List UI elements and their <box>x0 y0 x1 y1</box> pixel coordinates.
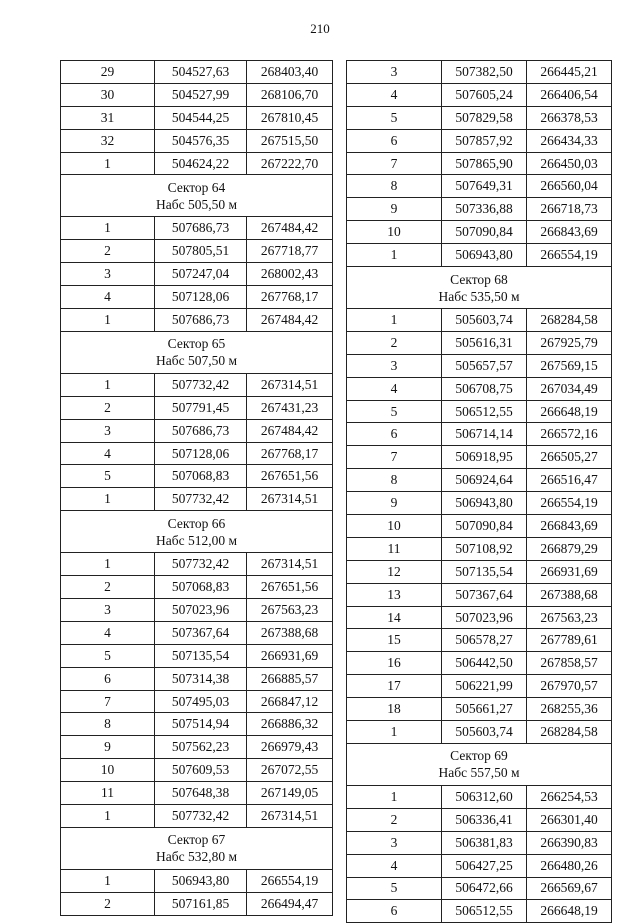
x-coordinate-cell: 504527,99 <box>155 83 247 106</box>
y-coordinate-cell: 267718,77 <box>247 240 333 263</box>
sector-elevation: Набс 535,50 м <box>438 288 520 304</box>
table-row <box>61 488 333 511</box>
table-row <box>347 377 612 400</box>
point-number-cell: 5 <box>347 106 442 129</box>
x-coordinate-cell: 506918,95 <box>442 446 527 469</box>
point-number-cell: 16 <box>347 652 442 675</box>
x-coordinate-cell: 507732,42 <box>155 373 247 396</box>
table-row <box>61 373 333 396</box>
x-coordinate-cell: 505661,27 <box>442 698 527 721</box>
point-number-cell: 31 <box>61 106 155 129</box>
point-number-cell: 3 <box>61 263 155 286</box>
x-coordinate-cell: 505603,74 <box>442 721 527 744</box>
y-coordinate-cell: 267768,17 <box>247 442 333 465</box>
table-row <box>347 106 612 129</box>
x-coordinate-cell: 507382,50 <box>442 61 527 84</box>
point-number-cell: 3 <box>61 599 155 622</box>
table-row <box>347 423 612 446</box>
x-coordinate-cell: 507686,73 <box>155 309 247 332</box>
y-coordinate-cell: 267431,23 <box>247 396 333 419</box>
point-number-cell: 7 <box>347 152 442 175</box>
sector-header-row <box>61 331 333 373</box>
point-number-cell: 1 <box>61 869 155 892</box>
x-coordinate-cell: 506578,27 <box>442 629 527 652</box>
table-row <box>61 286 333 309</box>
table-row <box>347 469 612 492</box>
x-coordinate-cell: 507023,96 <box>155 599 247 622</box>
point-number-cell: 7 <box>61 690 155 713</box>
y-coordinate-cell: 266847,12 <box>247 690 333 713</box>
point-number-cell: 2 <box>61 396 155 419</box>
x-coordinate-cell: 507135,54 <box>442 560 527 583</box>
table-row <box>61 869 333 892</box>
point-number-cell: 10 <box>61 759 155 782</box>
x-coordinate-cell: 507865,90 <box>442 152 527 175</box>
y-coordinate-cell: 266554,19 <box>527 244 612 267</box>
y-coordinate-cell: 267858,57 <box>527 652 612 675</box>
x-coordinate-cell: 507829,58 <box>442 106 527 129</box>
point-number-cell: 3 <box>347 831 442 854</box>
table-row <box>347 129 612 152</box>
y-coordinate-cell: 266931,69 <box>247 644 333 667</box>
table-row <box>61 644 333 667</box>
sector-elevation: Набс 505,50 м <box>155 196 238 212</box>
table-row <box>347 331 612 354</box>
x-coordinate-cell: 506442,50 <box>442 652 527 675</box>
point-number-cell: 14 <box>347 606 442 629</box>
y-coordinate-cell: 267484,42 <box>247 419 333 442</box>
y-coordinate-cell: 266554,19 <box>527 492 612 515</box>
table-row <box>61 759 333 782</box>
y-coordinate-cell: 266572,16 <box>527 423 612 446</box>
x-coordinate-cell: 507609,53 <box>155 759 247 782</box>
x-coordinate-cell: 506312,60 <box>442 785 527 808</box>
table-row <box>61 419 333 442</box>
y-coordinate-cell: 266505,27 <box>527 446 612 469</box>
point-number-cell: 6 <box>347 900 442 923</box>
sector-header <box>61 175 333 217</box>
point-number-cell: 17 <box>347 675 442 698</box>
y-coordinate-cell: 266390,83 <box>527 831 612 854</box>
y-coordinate-cell: 266406,54 <box>527 83 612 106</box>
table-row <box>61 240 333 263</box>
x-coordinate-cell: 504544,25 <box>155 106 247 129</box>
point-number-cell: 4 <box>347 83 442 106</box>
y-coordinate-cell: 267651,56 <box>247 576 333 599</box>
point-number-cell: 10 <box>347 221 442 244</box>
y-coordinate-cell: 267034,49 <box>527 377 612 400</box>
x-coordinate-cell: 507336,88 <box>442 198 527 221</box>
sector-header-row <box>347 267 612 309</box>
x-coordinate-cell: 507732,42 <box>155 805 247 828</box>
table-row <box>347 354 612 377</box>
y-coordinate-cell: 267651,56 <box>247 465 333 488</box>
y-coordinate-cell: 266560,04 <box>527 175 612 198</box>
table-row <box>61 217 333 240</box>
table-row <box>61 713 333 736</box>
sector-elevation: Набс 512,00 м <box>155 532 238 548</box>
point-number-cell: 1 <box>61 553 155 576</box>
coordinates-table-right-body <box>347 61 612 923</box>
table-row <box>347 492 612 515</box>
point-number-cell: 7 <box>347 446 442 469</box>
x-coordinate-cell: 506336,41 <box>442 808 527 831</box>
point-number-cell: 6 <box>347 129 442 152</box>
sector-title: Сектор 64 <box>167 179 226 195</box>
y-coordinate-cell: 268284,58 <box>527 721 612 744</box>
point-number-cell: 1 <box>61 488 155 511</box>
table-row <box>347 698 612 721</box>
point-number-cell: 2 <box>61 892 155 915</box>
point-number-cell: 1 <box>61 309 155 332</box>
y-coordinate-cell: 266378,53 <box>527 106 612 129</box>
point-number-cell: 5 <box>347 400 442 423</box>
sector-title: Сектор 67 <box>167 832 226 848</box>
x-coordinate-cell: 507732,42 <box>155 553 247 576</box>
point-number-cell: 3 <box>347 61 442 84</box>
table-row <box>61 263 333 286</box>
page-number: 210 <box>310 21 330 36</box>
y-coordinate-cell: 266885,57 <box>247 667 333 690</box>
x-coordinate-cell: 507686,73 <box>155 217 247 240</box>
point-number-cell: 3 <box>347 354 442 377</box>
table-row <box>347 244 612 267</box>
table-row <box>347 400 612 423</box>
y-coordinate-cell: 267314,51 <box>247 805 333 828</box>
x-coordinate-cell: 507161,85 <box>155 892 247 915</box>
sector-elevation: Набс 557,50 м <box>438 765 520 781</box>
table-row <box>61 129 333 152</box>
y-coordinate-cell: 266516,47 <box>527 469 612 492</box>
table-row <box>347 808 612 831</box>
sector-title: Сектор 69 <box>450 748 508 764</box>
point-number-cell: 6 <box>61 667 155 690</box>
table-row <box>347 152 612 175</box>
sector-header <box>347 267 612 309</box>
y-coordinate-cell: 266843,69 <box>527 515 612 538</box>
y-coordinate-cell: 266494,47 <box>247 892 333 915</box>
y-coordinate-cell: 266648,19 <box>527 900 612 923</box>
x-coordinate-cell: 507514,94 <box>155 713 247 736</box>
table-row <box>347 900 612 923</box>
x-coordinate-cell: 507090,84 <box>442 221 527 244</box>
sector-header-row <box>347 743 612 785</box>
point-number-cell: 9 <box>347 198 442 221</box>
x-coordinate-cell: 507686,73 <box>155 419 247 442</box>
y-coordinate-cell: 267149,05 <box>247 782 333 805</box>
table-row <box>61 152 333 175</box>
table-row <box>347 309 612 332</box>
sector-header <box>61 511 333 553</box>
coordinates-table-right <box>346 60 612 923</box>
sector-elevation: Набс 507,50 м <box>155 353 238 369</box>
table-row <box>347 721 612 744</box>
x-coordinate-cell: 506512,55 <box>442 400 527 423</box>
y-coordinate-cell: 268106,70 <box>247 83 333 106</box>
point-number-cell: 3 <box>61 419 155 442</box>
table-row <box>347 629 612 652</box>
y-coordinate-cell: 266886,32 <box>247 713 333 736</box>
y-coordinate-cell: 267314,51 <box>247 373 333 396</box>
table-row <box>347 675 612 698</box>
sector-elevation: Набс 532,80 м <box>155 849 238 865</box>
x-coordinate-cell: 507805,51 <box>155 240 247 263</box>
point-number-cell: 30 <box>61 83 155 106</box>
x-coordinate-cell: 504576,35 <box>155 129 247 152</box>
point-number-cell: 1 <box>347 785 442 808</box>
point-number-cell: 8 <box>347 175 442 198</box>
y-coordinate-cell: 266554,19 <box>247 869 333 892</box>
table-row <box>61 309 333 332</box>
y-coordinate-cell: 267388,68 <box>527 583 612 606</box>
table-row <box>347 785 612 808</box>
x-coordinate-cell: 507562,23 <box>155 736 247 759</box>
point-number-cell: 5 <box>61 644 155 667</box>
table-row <box>347 83 612 106</box>
y-coordinate-cell: 268284,58 <box>527 309 612 332</box>
y-coordinate-cell: 267515,50 <box>247 129 333 152</box>
x-coordinate-cell: 506714,14 <box>442 423 527 446</box>
x-coordinate-cell: 506472,66 <box>442 877 527 900</box>
x-coordinate-cell: 507314,38 <box>155 667 247 690</box>
x-coordinate-cell: 507649,31 <box>442 175 527 198</box>
table-row <box>61 553 333 576</box>
y-coordinate-cell: 267222,70 <box>247 152 333 175</box>
table-row <box>347 446 612 469</box>
point-number-cell: 1 <box>61 373 155 396</box>
point-number-cell: 10 <box>347 515 442 538</box>
coordinates-table-left-body <box>61 61 333 916</box>
point-number-cell: 18 <box>347 698 442 721</box>
x-coordinate-cell: 504527,63 <box>155 61 247 84</box>
x-coordinate-cell: 507495,03 <box>155 690 247 713</box>
x-coordinate-cell: 507247,04 <box>155 263 247 286</box>
y-coordinate-cell: 266569,67 <box>527 877 612 900</box>
y-coordinate-cell: 266648,19 <box>527 400 612 423</box>
y-coordinate-cell: 267563,23 <box>247 599 333 622</box>
x-coordinate-cell: 507090,84 <box>442 515 527 538</box>
table-row <box>61 61 333 84</box>
y-coordinate-cell: 267789,61 <box>527 629 612 652</box>
x-coordinate-cell: 507605,24 <box>442 83 527 106</box>
y-coordinate-cell: 266434,33 <box>527 129 612 152</box>
point-number-cell: 5 <box>61 465 155 488</box>
y-coordinate-cell: 267925,79 <box>527 331 612 354</box>
x-coordinate-cell: 507108,92 <box>442 537 527 560</box>
point-number-cell: 29 <box>61 61 155 84</box>
sector-header <box>61 331 333 373</box>
y-coordinate-cell: 266445,21 <box>527 61 612 84</box>
y-coordinate-cell: 268255,36 <box>527 698 612 721</box>
point-number-cell: 9 <box>347 492 442 515</box>
sector-title: Сектор 68 <box>450 271 508 287</box>
table-row <box>61 892 333 915</box>
table-row <box>61 83 333 106</box>
x-coordinate-cell: 507135,54 <box>155 644 247 667</box>
table-row <box>347 854 612 877</box>
point-number-cell: 2 <box>61 576 155 599</box>
table-row <box>347 831 612 854</box>
y-coordinate-cell: 266254,53 <box>527 785 612 808</box>
y-coordinate-cell: 267563,23 <box>527 606 612 629</box>
point-number-cell: 8 <box>61 713 155 736</box>
table-row <box>347 175 612 198</box>
table-row <box>61 667 333 690</box>
table-row <box>61 465 333 488</box>
point-number-cell: 1 <box>61 217 155 240</box>
x-coordinate-cell: 507367,64 <box>155 621 247 644</box>
x-coordinate-cell: 507128,06 <box>155 286 247 309</box>
point-number-cell: 1 <box>61 152 155 175</box>
table-row <box>347 537 612 560</box>
point-number-cell: 4 <box>347 854 442 877</box>
x-coordinate-cell: 504624,22 <box>155 152 247 175</box>
x-coordinate-cell: 506381,83 <box>442 831 527 854</box>
y-coordinate-cell: 267314,51 <box>247 553 333 576</box>
point-number-cell: 1 <box>61 805 155 828</box>
sector-header <box>347 743 612 785</box>
y-coordinate-cell: 266480,26 <box>527 854 612 877</box>
y-coordinate-cell: 266931,69 <box>527 560 612 583</box>
x-coordinate-cell: 507857,92 <box>442 129 527 152</box>
table-row <box>61 599 333 622</box>
point-number-cell: 11 <box>347 537 442 560</box>
point-number-cell: 11 <box>61 782 155 805</box>
y-coordinate-cell: 267768,17 <box>247 286 333 309</box>
x-coordinate-cell: 506943,80 <box>155 869 247 892</box>
x-coordinate-cell: 506221,99 <box>442 675 527 698</box>
sector-header <box>61 827 333 869</box>
y-coordinate-cell: 267388,68 <box>247 621 333 644</box>
point-number-cell: 1 <box>347 309 442 332</box>
sector-header-row <box>61 175 333 217</box>
table-row <box>347 221 612 244</box>
table-row <box>347 515 612 538</box>
x-coordinate-cell: 506512,55 <box>442 900 527 923</box>
point-number-cell: 1 <box>347 721 442 744</box>
x-coordinate-cell: 505603,74 <box>442 309 527 332</box>
y-coordinate-cell: 268002,43 <box>247 263 333 286</box>
table-row <box>347 583 612 606</box>
point-number-cell: 5 <box>347 877 442 900</box>
table-row <box>347 61 612 84</box>
table-row <box>61 736 333 759</box>
x-coordinate-cell: 507023,96 <box>442 606 527 629</box>
point-number-cell: 4 <box>61 621 155 644</box>
point-number-cell: 4 <box>347 377 442 400</box>
table-row <box>347 198 612 221</box>
x-coordinate-cell: 507367,64 <box>442 583 527 606</box>
y-coordinate-cell: 266301,40 <box>527 808 612 831</box>
point-number-cell: 4 <box>61 286 155 309</box>
y-coordinate-cell: 267484,42 <box>247 217 333 240</box>
y-coordinate-cell: 266843,69 <box>527 221 612 244</box>
y-coordinate-cell: 266718,73 <box>527 198 612 221</box>
y-coordinate-cell: 267484,42 <box>247 309 333 332</box>
table-row <box>61 396 333 419</box>
table-row <box>61 576 333 599</box>
sector-header-row <box>61 827 333 869</box>
sector-title: Сектор 66 <box>167 515 226 531</box>
x-coordinate-cell: 507732,42 <box>155 488 247 511</box>
y-coordinate-cell: 266450,03 <box>527 152 612 175</box>
x-coordinate-cell: 506427,25 <box>442 854 527 877</box>
table-row <box>61 805 333 828</box>
point-number-cell: 2 <box>61 240 155 263</box>
table-row <box>61 442 333 465</box>
table-row <box>347 606 612 629</box>
y-coordinate-cell: 266879,29 <box>527 537 612 560</box>
point-number-cell: 12 <box>347 560 442 583</box>
point-number-cell: 1 <box>347 244 442 267</box>
table-row <box>61 690 333 713</box>
x-coordinate-cell: 507648,38 <box>155 782 247 805</box>
x-coordinate-cell: 506943,80 <box>442 492 527 515</box>
x-coordinate-cell: 507068,83 <box>155 465 247 488</box>
x-coordinate-cell: 505657,57 <box>442 354 527 377</box>
table-row <box>61 106 333 129</box>
y-coordinate-cell: 266979,43 <box>247 736 333 759</box>
y-coordinate-cell: 268403,40 <box>247 61 333 84</box>
table-row <box>61 621 333 644</box>
point-number-cell: 13 <box>347 583 442 606</box>
x-coordinate-cell: 506924,64 <box>442 469 527 492</box>
point-number-cell: 2 <box>347 808 442 831</box>
x-coordinate-cell: 507128,06 <box>155 442 247 465</box>
point-number-cell: 15 <box>347 629 442 652</box>
point-number-cell: 4 <box>61 442 155 465</box>
x-coordinate-cell: 507068,83 <box>155 576 247 599</box>
y-coordinate-cell: 267810,45 <box>247 106 333 129</box>
x-coordinate-cell: 506943,80 <box>442 244 527 267</box>
x-coordinate-cell: 506708,75 <box>442 377 527 400</box>
point-number-cell: 32 <box>61 129 155 152</box>
table-row <box>61 782 333 805</box>
point-number-cell: 6 <box>347 423 442 446</box>
sector-header-row <box>61 511 333 553</box>
point-number-cell: 2 <box>347 331 442 354</box>
point-number-cell: 9 <box>61 736 155 759</box>
point-number-cell: 8 <box>347 469 442 492</box>
table-row <box>347 652 612 675</box>
x-coordinate-cell: 507791,45 <box>155 396 247 419</box>
y-coordinate-cell: 267314,51 <box>247 488 333 511</box>
y-coordinate-cell: 267569,15 <box>527 354 612 377</box>
sector-title: Сектор 65 <box>167 336 226 352</box>
coordinates-table-left <box>60 60 333 916</box>
y-coordinate-cell: 267072,55 <box>247 759 333 782</box>
y-coordinate-cell: 267970,57 <box>527 675 612 698</box>
table-row <box>347 560 612 583</box>
x-coordinate-cell: 505616,31 <box>442 331 527 354</box>
table-row <box>347 877 612 900</box>
